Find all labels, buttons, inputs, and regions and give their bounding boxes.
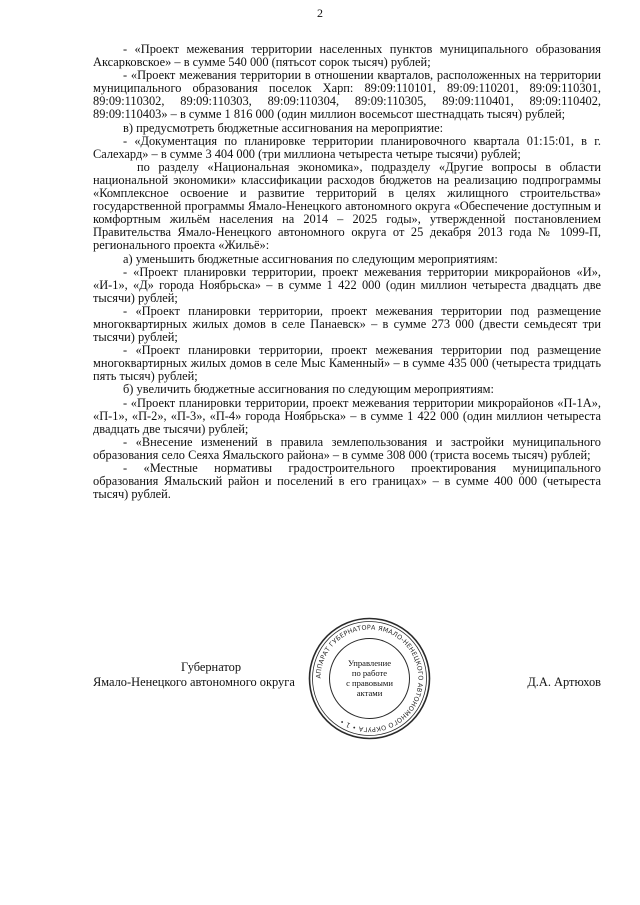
paragraph-salekhard: - «Документация по планировке территории планировочного квартала 01:15:01, в г. Салехард» – в сумме 3 404 000 (три миллиона четыреста четыре тысячи) рублей; [93,133,601,161]
seal-center-line-1: Управление [347,658,392,668]
page-number: 2 [317,6,323,20]
paragraph-item-b: б) увеличить бюджетные ассигнования по следующим мероприятиям: [123,382,494,397]
paragraph-yamal-norms: - «Местные нормативы градостроительного проектирования муниципального образования Ямальский район и поселений в его границах» – в сумме 400 000 (четыреста тысяч) рублей. [93,461,601,502]
document-body [93,43,601,501]
signatory-name: Д.А. Артюхов [527,675,601,689]
signatory-region: Ямало-Ненецкого автономного округа [93,675,295,689]
seal-center-line-3: с правовыми [346,678,393,688]
paragraph-panaevsk: - «Проект планировки территории, проект межевания территории под размещение многоквартирных жилых домов в селе Панаевск» – в сумме 273 000 (двести семьдесят три тысячи) рублей; [93,303,601,345]
seal-center-line-4: актами [356,688,383,698]
paragraph-aksarka: - «Проект межевания территории населенных пунктов муниципального образования Аксарковское» – в сумме 540 000 (пятьсот сорок тысяч) рублей; [93,42,601,70]
paragraph-harp: - «Проект межевания территории в отношении кварталов, расположенных на территории муниципального образования поселок Харп: 89:09:110101, 89:09:110201, 89:09:110301, 89:09:110302, 89:09:110303, 89:09:110304, 89:09:110305, 89:09:110401, 89:09:110402, 89:09:110403» – в сумме 1 816 000 (один миллион восемьсот шестнадцать тысяч) рублей; [93,68,601,122]
paragraph-item-v: в) предусмотреть бюджетные ассигнования на мероприятие: [123,120,444,135]
paragraph-seyakha: - «Внесение изменений в правила землепользования и застройки муниципального образования село Сеяха Ямальского района» – в сумме 308 000 (триста восемь тысяч) рублей; [93,434,601,462]
signatory-title: Губернатор [181,660,242,674]
seal-center-line-2: по работе [351,668,388,678]
paragraph-mys-kamenny: - «Проект планировки территории, проект межевания территории под размещение многоквартирных жилых домов в селе Мыс Каменный» – в сумме 435 000 (четыреста тридцать пять тысяч) рублей; [93,343,601,384]
seal-graphic [307,616,432,741]
paragraph-noyabrsk-decrease: - «Проект планировки территории, проект межевания территории микрорайонов «И», «И-1», «Д» города Ноябрьска» – в сумме 1 422 000 (один миллион четыреста двадцать две тысячи) рублей; [93,264,601,305]
paragraph-item-a: а) уменьшить бюджетные ассигнования по следующим мероприятиям: [123,251,498,266]
seal-ring-text: АППАРАТ ГУБЕРНАТОРА ЯМАЛО-НЕНЕЦКОГО АВТОНОМНОГО ОКРУГА • 1 • [314,623,425,734]
paragraph-noyabrsk-increase: - «Проект планировки территории, проект межевания территории микрорайонов «П-1А», «П-1», «П-2», «П-3», «П-4» города Ноябрьска» – в сумме 1 422 000 (один миллион четыреста двадцать две тысячи) рублей; [93,395,601,436]
official-seal-stamp [307,616,432,741]
paragraph-section-economy: по разделу «Национальная экономика», подразделу «Другие вопросы в области национальной экономики» классификации расходов бюджетов на реализацию подпрограммы «Комплексное освоение и развитие территорий в целях жилищного строительства» государственной программы Ямало-Ненецкого автономного округа «Обеспечение доступным и комфортным жильём населения на 2014 – 2025 годы», утвержденной постановлением Правительства Ямало-Ненецкого автономного округа от 25 декабря 2013 года № 1099-П, регионального проекта «Жильё»: [93,159,601,253]
